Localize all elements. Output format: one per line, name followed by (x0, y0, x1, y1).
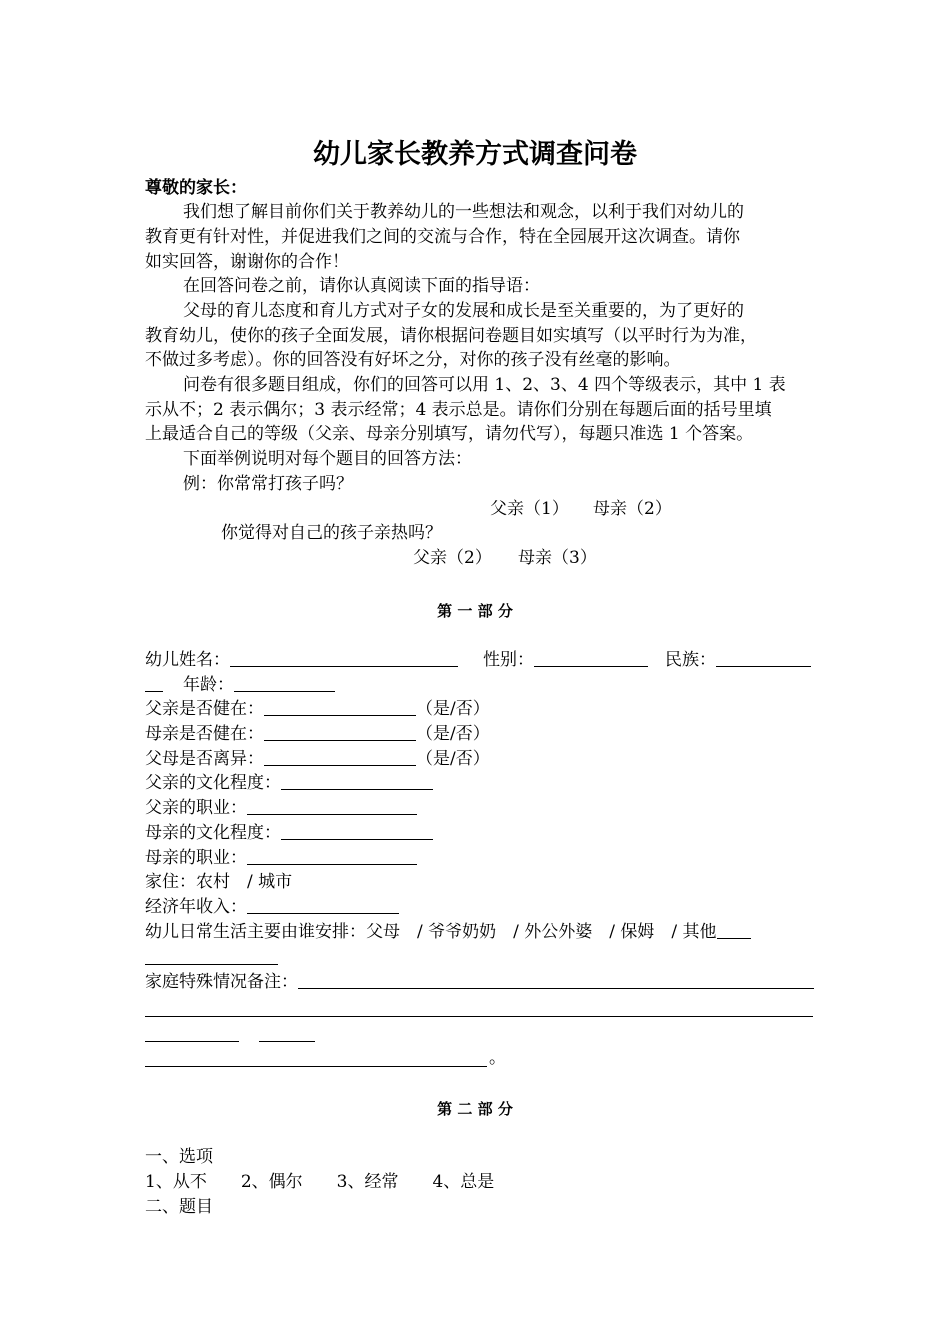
example-1-father: 父亲（1） (490, 499, 569, 519)
intro-paragraph-1-line-3: 如实回答，谢谢你的合作！ (145, 252, 349, 272)
caregiver-row (145, 920, 751, 945)
notes-line-2[interactable] (145, 1016, 813, 1017)
intro-paragraph-3-line-2: 教育幼儿，使你的孩子全面发展，请你根据问卷题目如实填写（以平时行为为准， (145, 326, 757, 346)
ethnicity-field-continued[interactable] (145, 674, 163, 692)
salutation: 尊敬的家长： (145, 178, 247, 198)
intro-paragraph-4-line-3: 上最适合自己的等级（父亲、母亲分别填写，请勿代写），每题只准选 1 个答案。 (145, 424, 754, 444)
divorced-label: 父母是否离异： (145, 749, 264, 769)
father-job-row (145, 796, 417, 821)
father-education-field[interactable] (281, 772, 433, 790)
divorced-field[interactable] (264, 748, 416, 766)
intro-paragraph-5: 下面举例说明对每个题目的回答方法： (183, 449, 472, 469)
notes-row (145, 970, 814, 995)
age-field[interactable] (234, 674, 335, 692)
intro-paragraph-1-line-2: 教育更有针对性，并促进我们之间的交流与合作，特在全园展开这次调查。请你 (145, 227, 740, 247)
notes-label: 家庭特殊情况备注： (145, 972, 298, 992)
income-field[interactable] (247, 896, 399, 914)
gender-label: 性别： (483, 650, 534, 670)
example-2-father: 父亲（2） (413, 548, 492, 568)
mother-alive-field[interactable] (264, 723, 416, 741)
child-name-label: 幼儿姓名： (145, 650, 230, 670)
caregiver-other-field-continued[interactable] (145, 964, 278, 965)
mother-job-field[interactable] (247, 847, 417, 865)
example-1-mother: 母亲（2） (593, 499, 672, 519)
example-2-question: 你觉得对自己的孩子亲热吗？ (221, 523, 442, 543)
divorced-hint: （是/否） (416, 749, 490, 769)
notes-line-4[interactable] (145, 1066, 487, 1067)
father-education-label: 父亲的文化程度： (145, 773, 281, 793)
father-education-row (145, 771, 433, 796)
intro-paragraph-3-line-3: 不做过多考虑）。你的回答没有好坏之分，对你的孩子没有丝毫的影响。 (145, 350, 681, 370)
part-1-heading: 第 一 部 分 (437, 602, 513, 620)
mother-alive-row (145, 722, 490, 747)
intro-paragraph-4-line-2: 示从不；2 表示偶尔；3 表示经常；4 表示总是。请你们分别在每题后面的括号里填 (145, 400, 772, 420)
gender-row (483, 648, 648, 673)
questions-title: 二、题目 (145, 1197, 213, 1217)
notes-line-3b[interactable] (259, 1041, 315, 1042)
mother-alive-hint: （是/否） (416, 724, 490, 744)
page-title: 幼儿家长教养方式调查问卷 (313, 139, 637, 170)
notes-period: 。 (489, 1048, 506, 1068)
notes-line-3a[interactable] (145, 1041, 239, 1042)
part-2-heading: 第 二 部 分 (437, 1100, 513, 1118)
child-name-row (145, 648, 458, 673)
father-job-field[interactable] (247, 797, 417, 815)
notes-field[interactable] (298, 971, 814, 989)
mother-education-field[interactable] (281, 822, 433, 840)
example-1-question: 例：你常常打孩子吗？ (183, 474, 353, 494)
father-alive-hint: （是/否） (416, 699, 490, 719)
options-title: 一、选项 (145, 1147, 213, 1167)
caregiver-label[interactable]: 幼儿日常生活主要由谁安排：父母 / 爷爷奶奶 / 外公外婆 / 保姆 / 其他 (145, 922, 717, 942)
age-label: 年龄： (183, 675, 234, 695)
ethnicity-label: 民族： (665, 650, 716, 670)
intro-paragraph-2: 在回答问卷之前，请你认真阅读下面的指导语： (183, 276, 540, 296)
income-label: 经济年收入： (145, 897, 247, 917)
father-alive-field[interactable] (264, 698, 416, 716)
intro-paragraph-4-line-1: 问卷有很多题目组成，你们的回答可以用 1、2、3、4 四个等级表示，其中 1 表 (183, 375, 786, 395)
age-row (145, 673, 335, 698)
father-alive-row (145, 697, 490, 722)
intro-paragraph-1-line-1: 我们想了解目前你们关于教养幼儿的一些想法和观念，以利于我们对幼儿的 (183, 202, 744, 222)
caregiver-other-field[interactable] (717, 921, 751, 939)
options-list: 1、从不 2、偶尔 3、经常 4、总是 (145, 1172, 495, 1192)
father-job-label: 父亲的职业： (145, 798, 247, 818)
child-name-field[interactable] (230, 649, 458, 667)
father-alive-label: 父亲是否健在： (145, 699, 264, 719)
example-2-mother: 母亲（3） (518, 548, 597, 568)
residence-row[interactable]: 家住：农村 / 城市 (145, 872, 293, 892)
mother-job-label: 母亲的职业： (145, 848, 247, 868)
ethnicity-row (665, 648, 811, 673)
mother-job-row (145, 846, 417, 871)
intro-paragraph-3-line-1: 父母的育儿态度和育儿方式对子女的发展和成长是至关重要的，为了更好的 (183, 301, 744, 321)
gender-field[interactable] (534, 649, 648, 667)
mother-alive-label: 母亲是否健在： (145, 724, 264, 744)
income-row (145, 895, 399, 920)
mother-education-label: 母亲的文化程度： (145, 823, 281, 843)
mother-education-row (145, 821, 433, 846)
ethnicity-field[interactable] (716, 649, 811, 667)
divorced-row (145, 747, 490, 772)
